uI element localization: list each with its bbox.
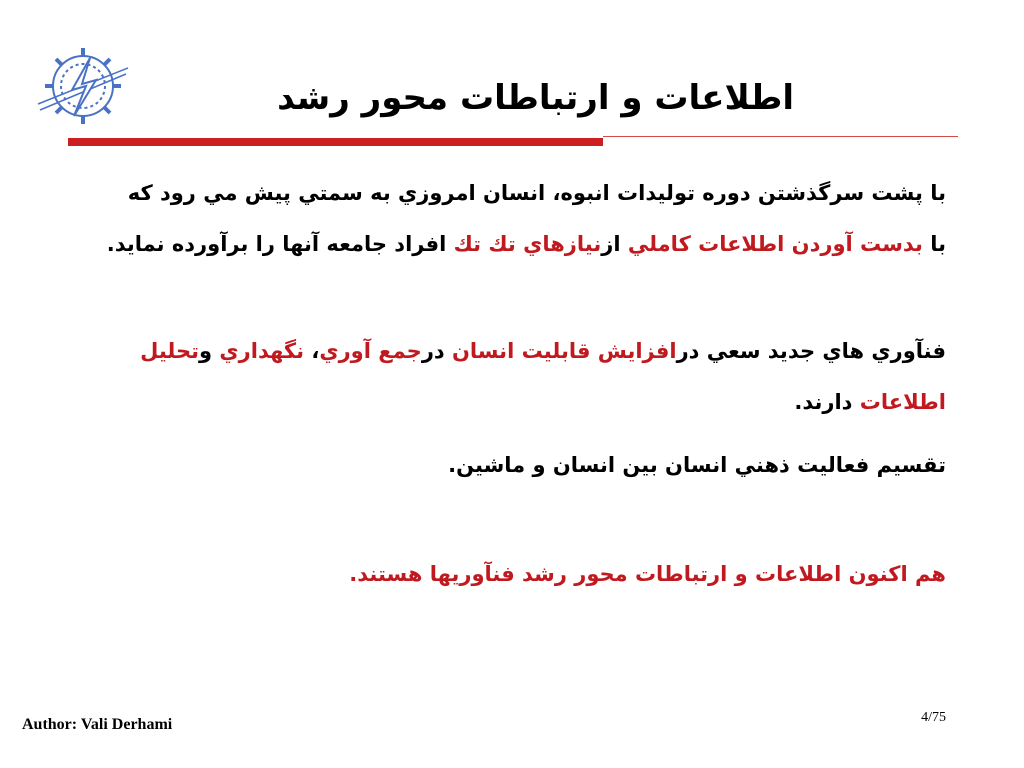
paragraph-1-text-3: افراد جامعه آنها را برآورده نمايد.	[106, 232, 454, 256]
paragraph-2	[106, 326, 946, 428]
paragraph-2-text-3: ،	[304, 339, 320, 363]
paragraph-4: هم اكنون اطلاعات و ارتباطات محور رشد فنآوريها هستند.	[349, 562, 946, 586]
slide-body	[106, 168, 946, 600]
paragraph-1	[106, 168, 946, 270]
page-number: 4/75	[921, 710, 946, 725]
paragraph-2-highlight-2: جمع آوري	[319, 339, 422, 363]
paragraph-1-highlight-1: بدست آوردن اطلاعات كاملي	[627, 232, 923, 256]
paragraph-3: تقسيم فعاليت ذهني انسان بين انسان و ماشين.	[448, 453, 946, 477]
footer-author: Author: Vali Derhami	[22, 716, 173, 733]
paragraph-1-text-1: با پشت سرگذشتن دوره توليدات انبوه، انسان امروزي به سمتي پيش مي رود كه با	[127, 181, 946, 256]
paragraph-2-highlight-4: تحليل اطلاعات	[140, 339, 946, 414]
paragraph-2-text-2: در	[421, 339, 452, 363]
paragraph-2-highlight-3: نگهداري	[219, 339, 305, 363]
paragraph-1-text-2: از	[601, 232, 628, 256]
paragraph-2-text-5: دارند.	[794, 390, 860, 414]
gear-lightning-logo-icon	[36, 42, 130, 130]
paragraph-2-highlight-1: افزايش قابليت انسان	[452, 339, 677, 363]
paragraph-2-text-4: و	[199, 339, 220, 363]
slide-title: اطلاعات و ارتباطات محور رشد	[277, 78, 794, 118]
title-underline-thin	[603, 136, 958, 137]
title-underline-thick	[68, 138, 603, 146]
paragraph-2-text-1: فنآوري هاي جديد سعي در	[676, 339, 946, 363]
paragraph-1-highlight-2: نيازهاي تك تك	[453, 232, 602, 256]
